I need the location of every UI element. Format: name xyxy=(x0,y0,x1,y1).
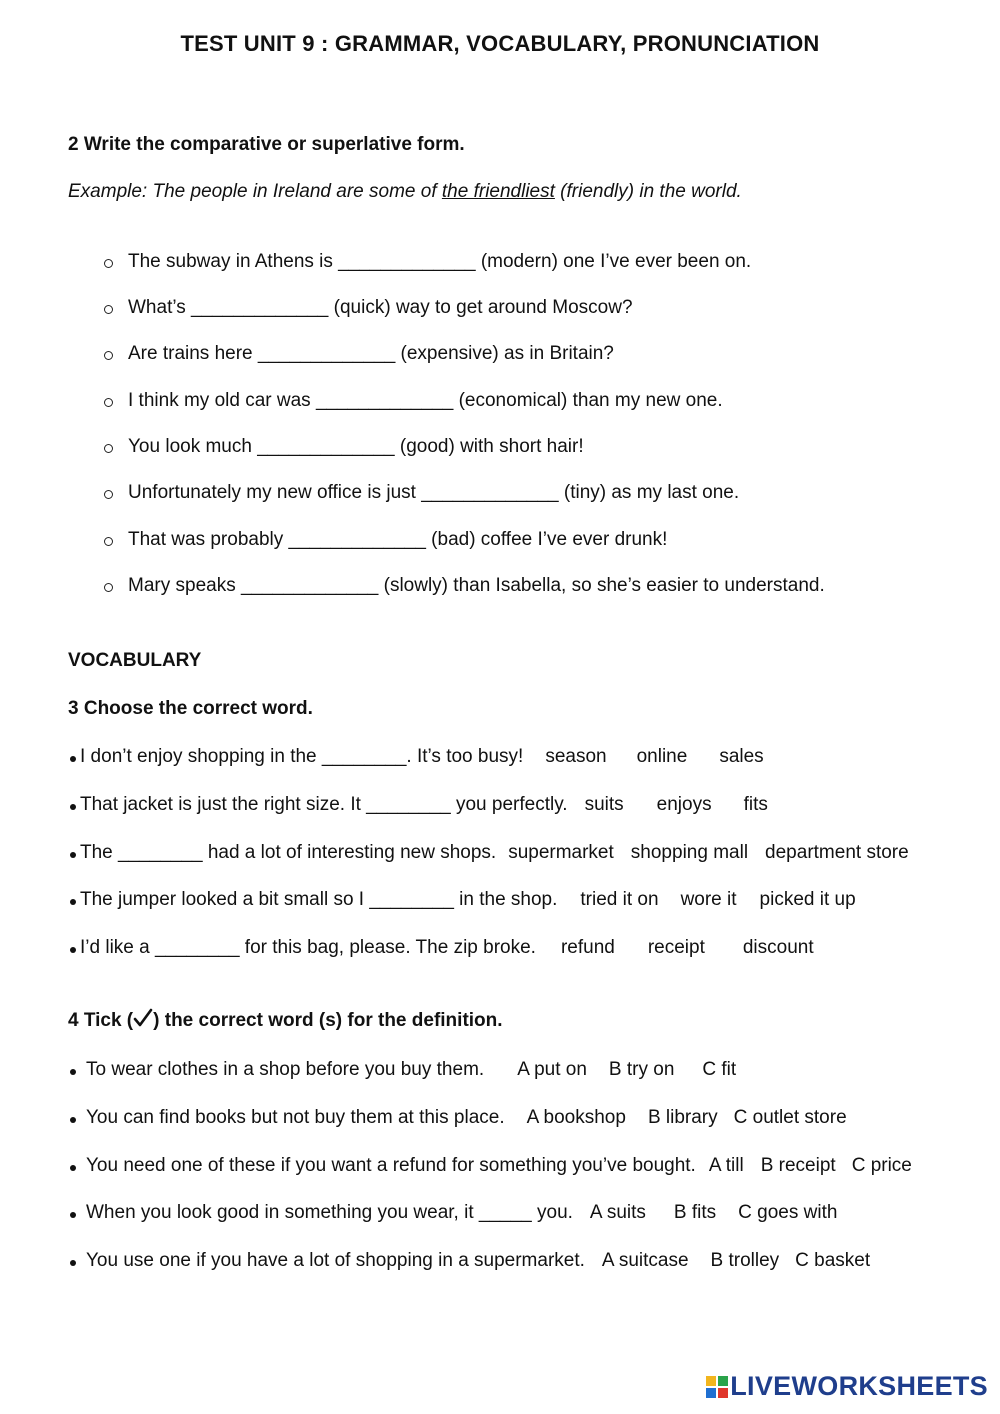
bullet-icon xyxy=(70,1069,76,1075)
exercise-4-item-3-text: You need one of these if you want a refund for something you’ve bought. xyxy=(86,1155,696,1176)
section-4-heading-after: ) the correct word (s) for the definition. xyxy=(153,1010,503,1031)
option: C fit xyxy=(702,1059,737,1080)
circle-bullet-icon xyxy=(104,259,113,268)
exercise-3-item-4 xyxy=(80,889,856,911)
circle-bullet-icon xyxy=(104,537,113,546)
option: fits xyxy=(743,794,768,815)
option: C price xyxy=(851,1155,912,1176)
exercise-2-item-4: I think my old car was _____________ (economical) than my new one. xyxy=(128,390,723,411)
bullet-icon xyxy=(70,899,76,905)
exercise-2-item-6: Unfortunately my new office is just _____________ (tiny) as my last one. xyxy=(128,482,740,503)
option: wore it xyxy=(680,889,737,910)
option: B library xyxy=(647,1107,718,1128)
logo-text: LIVEWORKSHEETS xyxy=(730,1371,988,1401)
option: online xyxy=(636,746,688,767)
section-4-heading-before: 4 Tick ( xyxy=(68,1010,134,1031)
option: enjoys xyxy=(656,794,712,815)
bullet-icon xyxy=(70,756,76,762)
exercise-2-item-7: That was probably _____________ (bad) coffee I’ve ever drunk! xyxy=(128,529,668,550)
option: B try on xyxy=(608,1059,675,1080)
exercise-4-item-2-text: You can find books but not buy them at this place. xyxy=(86,1107,505,1128)
bullet-icon xyxy=(70,1260,76,1266)
option: B receipt xyxy=(760,1155,836,1176)
exercise-3-item-2-text: That jacket is just the right size. It ________ you perfectly. xyxy=(80,794,568,815)
check-mark-icon xyxy=(133,1008,153,1028)
exercise-4-item-1-text: To wear clothes in a shop before you buy them. xyxy=(86,1059,485,1080)
exercise-4-item-4-text: When you look good in something you wear, it _____ you. xyxy=(86,1202,573,1223)
exercise-2-item-1: The subway in Athens is _____________ (modern) one I’ve ever been on. xyxy=(128,251,752,272)
circle-bullet-icon xyxy=(104,583,113,592)
option: discount xyxy=(742,937,814,958)
page-title: TEST UNIT 9 : GRAMMAR, VOCABULARY, PRONUNCIATION xyxy=(180,31,820,56)
option: B trolley xyxy=(710,1250,780,1271)
circle-bullet-icon xyxy=(104,444,113,453)
option: A suitcase xyxy=(601,1250,689,1271)
bullet-icon xyxy=(70,804,76,810)
option: B fits xyxy=(673,1202,717,1223)
exercise-3-item-5 xyxy=(80,937,814,959)
exercise-2-item-5: You look much _____________ (good) with short hair! xyxy=(128,436,584,457)
option: season xyxy=(545,746,607,767)
example-after: (friendly) in the world. xyxy=(554,181,742,202)
option: refund xyxy=(560,937,615,958)
bullet-icon xyxy=(70,1165,76,1171)
section-4-heading xyxy=(68,1008,503,1032)
bullet-icon xyxy=(70,1117,76,1123)
exercise-4-item-4 xyxy=(86,1202,837,1224)
circle-bullet-icon xyxy=(104,351,113,360)
exercise-3-item-5-text: I’d like a ________ for this bag, please. The zip broke. xyxy=(80,937,536,958)
circle-bullet-icon xyxy=(104,305,113,314)
exercise-4-item-5-text: You use one if you have a lot of shopping in a supermarket. xyxy=(86,1250,585,1271)
exercise-3-item-1 xyxy=(80,746,764,768)
exercise-2-item-3: Are trains here _____________ (expensive) as in Britain? xyxy=(128,343,614,364)
circle-bullet-icon xyxy=(104,398,113,407)
exercise-2-item-2: What’s _____________ (quick) way to get around Moscow? xyxy=(128,297,633,318)
option: department store xyxy=(765,842,909,863)
exercise-3-item-2 xyxy=(80,794,768,816)
example-sentence xyxy=(68,181,742,203)
option: A till xyxy=(708,1155,744,1176)
exercise-2-item-8: Mary speaks _____________ (slowly) than Isabella, so she’s easier to understand. xyxy=(128,575,825,596)
option: C basket xyxy=(795,1250,871,1271)
exercise-4-item-5 xyxy=(86,1250,870,1272)
exercise-3-item-1-text: I don’t enjoy shopping in the ________. It’s too busy! xyxy=(80,746,524,767)
bullet-icon xyxy=(70,1212,76,1218)
option: A suits xyxy=(589,1202,646,1223)
logo-icon xyxy=(706,1376,728,1398)
exercise-4-item-3 xyxy=(86,1155,912,1177)
example-answer: the friendliest xyxy=(441,181,555,202)
option: A put on xyxy=(517,1059,587,1080)
option: A bookshop xyxy=(526,1107,626,1128)
option: C goes with xyxy=(738,1202,838,1223)
vocabulary-heading: VOCABULARY xyxy=(68,650,202,671)
option: picked it up xyxy=(759,889,856,910)
exercise-4-item-1 xyxy=(86,1059,736,1081)
exercise-3-item-3 xyxy=(80,842,909,864)
option: suits xyxy=(584,794,624,815)
exercise-4-item-2 xyxy=(86,1107,847,1129)
option: shopping mall xyxy=(630,842,749,863)
option: tried it on xyxy=(580,889,659,910)
bullet-icon xyxy=(70,947,76,953)
exercise-3-item-3-text: The ________ had a lot of interesting new shops. xyxy=(80,842,497,863)
option: C outlet store xyxy=(733,1107,847,1128)
section-3-heading: 3 Choose the correct word. xyxy=(68,698,313,719)
option: supermarket xyxy=(508,842,614,863)
circle-bullet-icon xyxy=(104,490,113,499)
option: receipt xyxy=(647,937,705,958)
exercise-3-item-4-text: The jumper looked a bit small so I ________ in the shop. xyxy=(80,889,558,910)
option: sales xyxy=(719,746,764,767)
example-before: Example: The people in Ireland are some of xyxy=(68,181,442,202)
bullet-icon xyxy=(70,852,76,858)
section-2-heading: 2 Write the comparative or superlative form. xyxy=(68,134,465,155)
liveworksheets-logo xyxy=(706,1371,988,1402)
